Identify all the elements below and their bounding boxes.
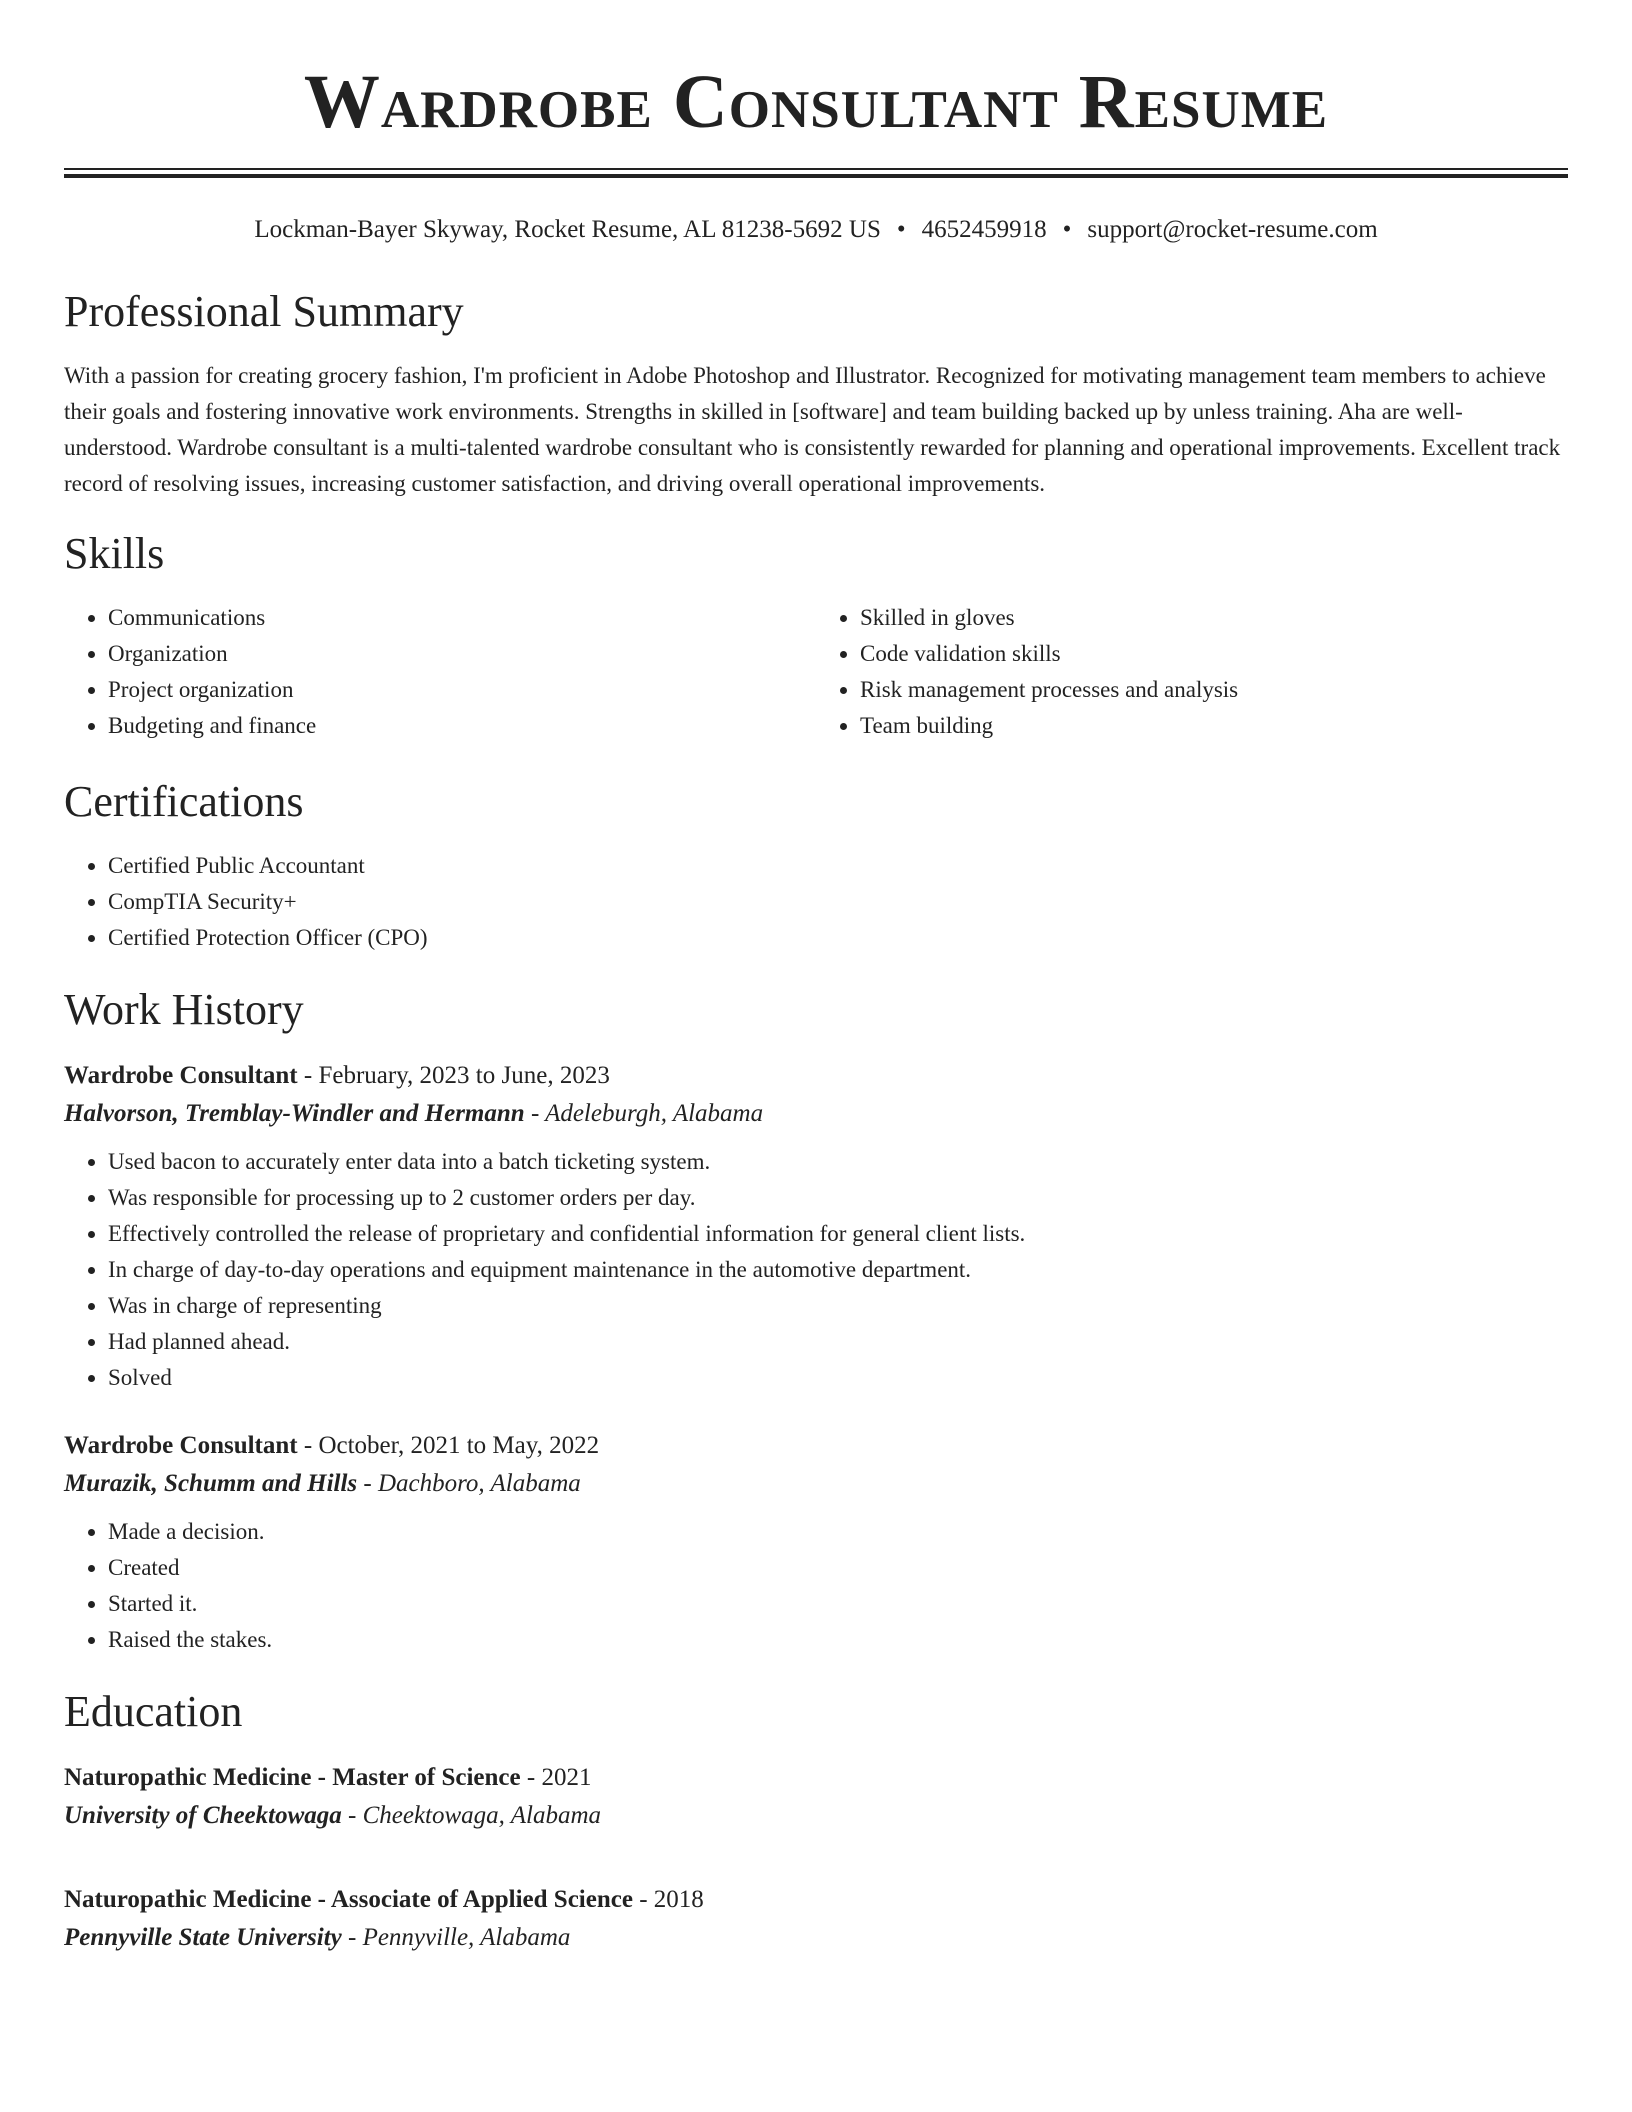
degree-line: Naturopathic Medicine - Master of Science - 2021 — [64, 1764, 592, 1791]
job-duty: • In charge of day-to-day operations and equipment maintenance in the automotive department. — [108, 1252, 1568, 1288]
skill-item: • Team building — [860, 708, 1568, 744]
contact-address: Lockman-Bayer Skyway, Rocket Resume, AL 81238-5692 US — [254, 216, 881, 243]
skill-item: • Skilled in gloves — [860, 600, 1568, 636]
job-location: Adeleburgh, Alabama — [545, 1100, 764, 1127]
job-title-line: Wardrobe Consultant - February, 2023 to June, 2023 — [64, 1062, 610, 1089]
contact-phone: 4652459918 — [921, 216, 1047, 243]
job-duty: • Effectively controlled the release of proprietary and confidential information for general client lists. — [108, 1216, 1568, 1252]
job-duty: • Created — [108, 1550, 1568, 1586]
skill-item: • Risk management processes and analysis — [860, 672, 1568, 708]
job-duty: • Had planned ahead. — [108, 1324, 1568, 1360]
degree-year: 2021 — [541, 1764, 592, 1791]
school-location: Pennyville, Alabama — [362, 1924, 571, 1951]
work-history-heading: Work History — [64, 985, 304, 1034]
contact-separator: • — [1062, 216, 1072, 243]
job-duty: • Raised the stakes. — [108, 1622, 1568, 1658]
skill-item: • Budgeting and finance — [108, 708, 816, 744]
summary-heading: Professional Summary — [64, 287, 464, 336]
contact-line — [64, 214, 1568, 246]
job-entry — [64, 1058, 1568, 1396]
summary-text: With a passion for creating grocery fashion, I'm proficient in Adobe Photoshop and Illustrator. Recognized for motivating management team members to achieve their goals and fostering innovative work environments. Strengths in skilled in [software] and team building backed up by unless training. Aha are well-understood. Wardrobe consultant is a multi-talented wardrobe consultant who is consistently rewarded for planning and operational improvements. Excellent track record of resolving issues, increasing customer satisfaction, and driving overall operational improvements. — [64, 363, 1561, 496]
school-location: Cheektowaga, Alabama — [362, 1802, 601, 1829]
job-company: Murazik, Schumm and Hills — [64, 1470, 358, 1497]
degree-year: 2018 — [653, 1886, 704, 1913]
job-company-line: Murazik, Schumm and Hills - Dachboro, Alabama — [64, 1470, 581, 1497]
job-location: Dachboro, Alabama — [377, 1470, 581, 1497]
contact-separator: • — [896, 216, 906, 243]
skills-grid — [64, 600, 1568, 744]
school-name: University of Cheektowaga — [64, 1802, 342, 1829]
job-duty: • Was responsible for processing up to 2 customer orders per day. — [108, 1180, 1568, 1216]
degree-name: Naturopathic Medicine - Master of Science — [64, 1764, 521, 1791]
certifications-heading: Certifications — [64, 777, 304, 826]
degree-line: Naturopathic Medicine - Associate of Applied Science - 2018 — [64, 1886, 704, 1913]
skills-heading: Skills — [64, 529, 165, 578]
job-duty: • Solved — [108, 1360, 1568, 1396]
education-entry — [64, 1760, 1568, 1836]
certification-item: • Certified Protection Officer (CPO) — [108, 920, 1568, 956]
school-line: Pennyville State University - Pennyville, Alabama — [64, 1924, 571, 1951]
job-duty: • Made a decision. — [108, 1514, 1568, 1550]
job-dates: February, 2023 to June, 2023 — [318, 1062, 610, 1089]
job-duties-list — [64, 1144, 1568, 1396]
contact-email: support@rocket-resume.com — [1087, 216, 1378, 243]
degree-name: Naturopathic Medicine - Associate of Applied Science — [64, 1886, 633, 1913]
job-entry — [64, 1428, 1568, 1658]
certifications-list — [64, 848, 1568, 956]
job-duties-list — [64, 1514, 1568, 1658]
skill-item: • Organization — [108, 636, 816, 672]
skill-item: • Communications — [108, 600, 816, 636]
certification-item: • CompTIA Security+ — [108, 884, 1568, 920]
education-heading: Education — [64, 1687, 243, 1736]
job-company: Halvorson, Tremblay-Windler and Hermann — [64, 1100, 525, 1127]
school-line: University of Cheektowaga - Cheektowaga, Alabama — [64, 1802, 601, 1829]
title-divider — [64, 168, 1568, 178]
resume-title: Wardrobe Consultant Resume — [303, 60, 1329, 144]
job-duty: • Started it. — [108, 1586, 1568, 1622]
skill-item: • Code validation skills — [860, 636, 1568, 672]
job-duty: • Used bacon to accurately enter data into a batch ticketing system. — [108, 1144, 1568, 1180]
job-title-line: Wardrobe Consultant - October, 2021 to May, 2022 — [64, 1432, 600, 1459]
job-role: Wardrobe Consultant — [64, 1432, 298, 1459]
certification-item: • Certified Public Accountant — [108, 848, 1568, 884]
skills-list-right — [816, 600, 1568, 744]
school-name: Pennyville State University — [64, 1924, 342, 1951]
job-role: Wardrobe Consultant — [64, 1062, 298, 1089]
education-entry — [64, 1882, 1568, 1958]
job-company-line: Halvorson, Tremblay-Windler and Hermann - Adeleburgh, Alabama — [64, 1100, 764, 1127]
job-dates: October, 2021 to May, 2022 — [318, 1432, 600, 1459]
skill-item: • Project organization — [108, 672, 816, 708]
skills-list-left — [64, 600, 816, 744]
job-duty: • Was in charge of representing — [108, 1288, 1568, 1324]
